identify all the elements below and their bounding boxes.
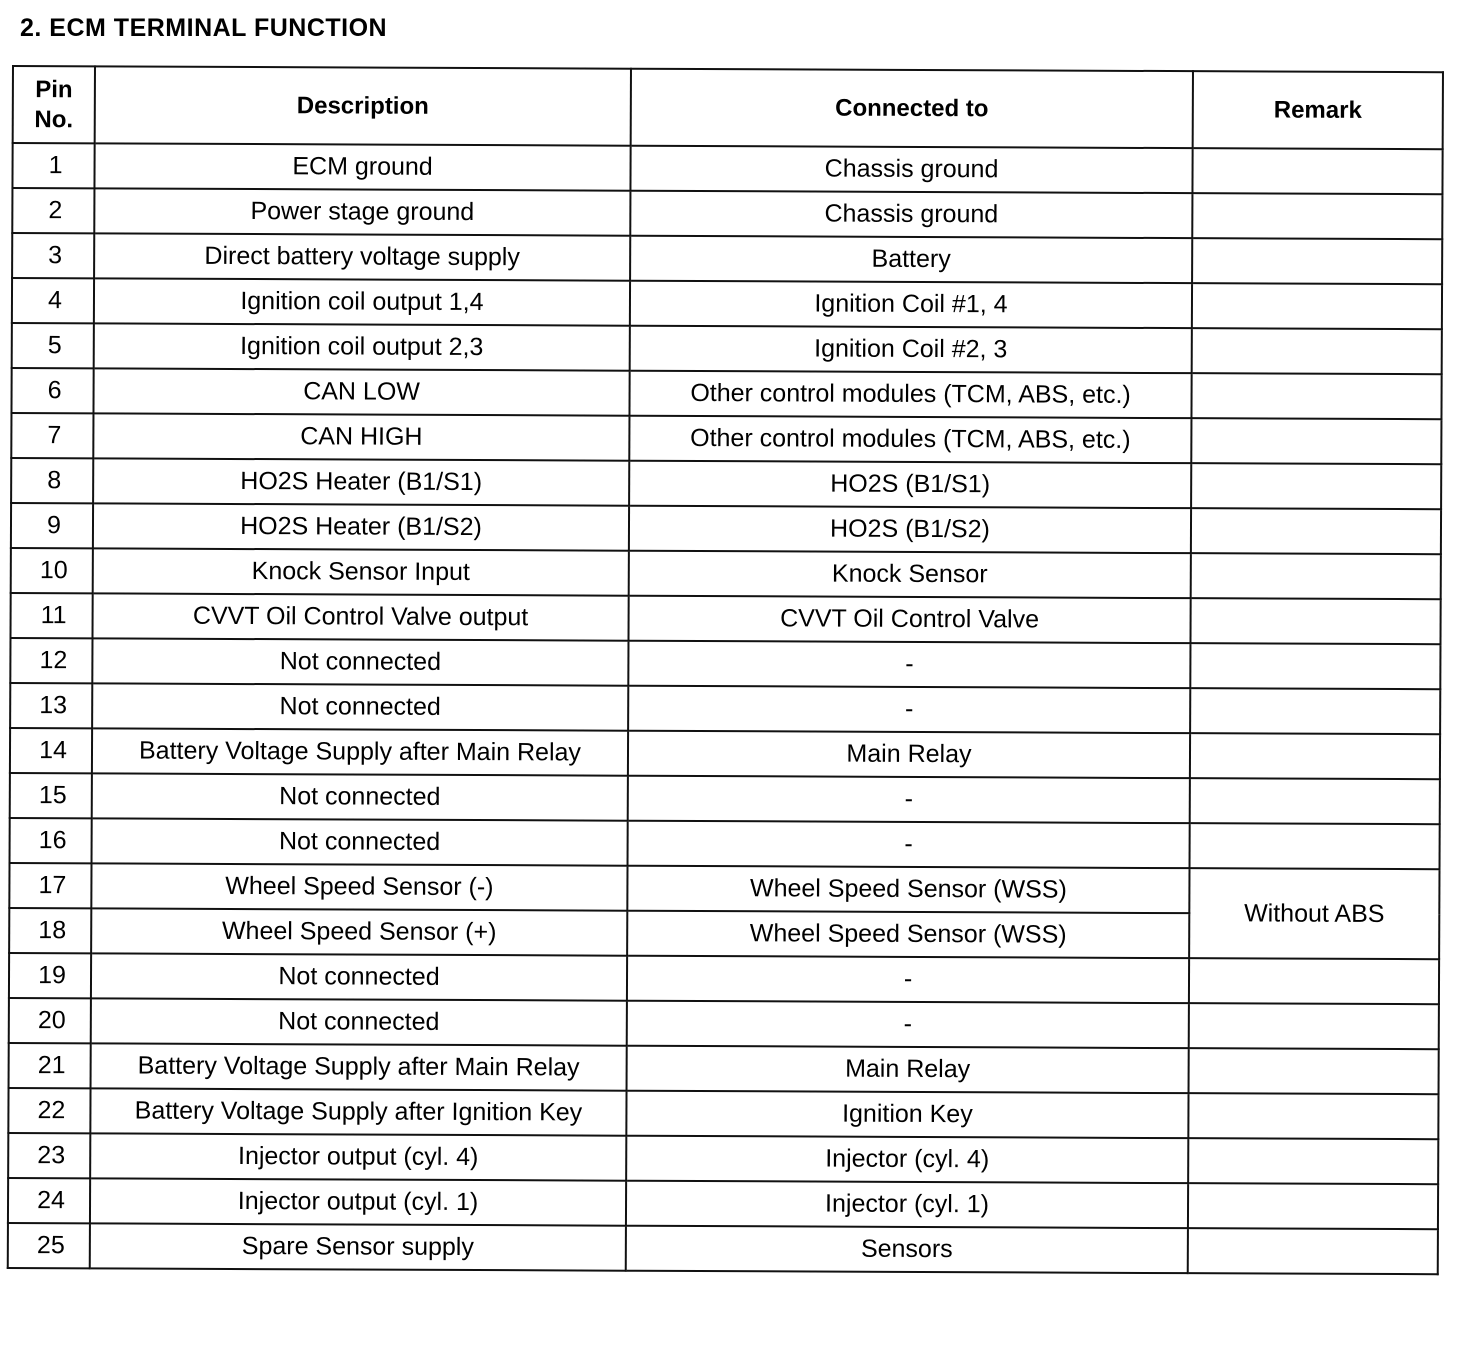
pin-number-cell: 16 bbox=[10, 818, 92, 863]
description-cell: CVVT Oil Control Valve output bbox=[92, 593, 628, 640]
remark-cell bbox=[1189, 1003, 1439, 1049]
table-row bbox=[12, 323, 1442, 374]
table-row bbox=[9, 1043, 1439, 1094]
description-cell: Battery Voltage Supply after Ignition Key bbox=[90, 1088, 626, 1135]
pin-number-cell: 19 bbox=[9, 953, 91, 998]
connected-to-cell: Other control modules (TCM, ABS, etc.) bbox=[629, 416, 1191, 463]
remark-cell bbox=[1188, 1228, 1438, 1274]
table-header-row bbox=[13, 66, 1443, 149]
pin-number-cell: 13 bbox=[10, 683, 92, 728]
pin-number-cell: 15 bbox=[10, 773, 92, 818]
connected-to-cell: - bbox=[628, 776, 1190, 823]
description-cell: Battery Voltage Supply after Main Relay bbox=[92, 728, 628, 775]
remark-cell bbox=[1189, 958, 1439, 1004]
connected-to-cell: Chassis ground bbox=[630, 146, 1192, 193]
table-row bbox=[9, 863, 1439, 914]
pin-number-cell: 1 bbox=[12, 143, 94, 188]
remark-cell bbox=[1191, 553, 1441, 599]
remark-cell bbox=[1192, 193, 1442, 239]
remark-cell bbox=[1191, 508, 1441, 554]
remark-cell bbox=[1192, 238, 1442, 284]
remark-cell bbox=[1188, 1138, 1438, 1184]
remark-cell bbox=[1192, 328, 1442, 374]
table-row bbox=[11, 548, 1441, 599]
ecm-terminal-table bbox=[7, 65, 1444, 1275]
remark-cell bbox=[1190, 778, 1440, 824]
table-row bbox=[9, 953, 1439, 1004]
pin-number-cell: 14 bbox=[10, 728, 92, 773]
description-cell: Knock Sensor Input bbox=[93, 548, 629, 595]
table-row bbox=[8, 1088, 1438, 1139]
description-cell: Ignition coil output 1,4 bbox=[94, 278, 630, 325]
pin-number-cell: 3 bbox=[12, 233, 94, 278]
table-row bbox=[12, 278, 1442, 329]
terminal-table-container bbox=[7, 65, 1442, 1275]
remark-cell bbox=[1188, 1183, 1438, 1229]
description-cell: ECM ground bbox=[94, 143, 630, 190]
remark-cell-without-abs: Without ABS bbox=[1189, 868, 1439, 959]
description-cell: Spare Sensor supply bbox=[90, 1223, 626, 1270]
connected-to-cell: - bbox=[627, 956, 1189, 1003]
description-cell: Not connected bbox=[92, 683, 628, 730]
remark-header: Remark bbox=[1193, 71, 1443, 149]
connected-to-cell: Main Relay bbox=[628, 731, 1190, 778]
pin-number-cell: 20 bbox=[9, 998, 91, 1043]
connected-to-cell: Chassis ground bbox=[630, 191, 1192, 238]
connected-to-cell: Battery bbox=[630, 236, 1192, 283]
connected-to-cell: Main Relay bbox=[627, 1046, 1189, 1093]
description-cell: CAN HIGH bbox=[93, 413, 629, 460]
pin-number-cell: 8 bbox=[11, 458, 93, 503]
description-cell: Not connected bbox=[92, 638, 628, 685]
table-row bbox=[12, 233, 1442, 284]
table-row bbox=[11, 503, 1441, 554]
table-row bbox=[10, 593, 1440, 644]
connected-to-cell: CVVT Oil Control Valve bbox=[628, 596, 1190, 643]
remark-cell bbox=[1191, 418, 1441, 464]
remark-cell bbox=[1192, 283, 1442, 329]
table-row bbox=[11, 368, 1441, 419]
connected-to-cell: Knock Sensor bbox=[629, 551, 1191, 598]
table-row bbox=[10, 818, 1440, 869]
connected-to-header: Connected to bbox=[631, 69, 1193, 148]
pin-no-header: Pin No. bbox=[13, 66, 95, 143]
pin-number-cell: 7 bbox=[11, 413, 93, 458]
description-cell: Injector output (cyl. 4) bbox=[90, 1133, 626, 1180]
pin-number-cell: 24 bbox=[8, 1178, 90, 1223]
pin-number-cell: 25 bbox=[8, 1223, 90, 1268]
table-row bbox=[10, 638, 1440, 689]
table-row bbox=[10, 728, 1440, 779]
table-row bbox=[10, 773, 1440, 824]
description-cell: Not connected bbox=[92, 773, 628, 820]
connected-to-cell: Ignition Coil #1, 4 bbox=[630, 281, 1192, 328]
description-cell: Wheel Speed Sensor (+) bbox=[91, 908, 627, 955]
table-row bbox=[11, 413, 1441, 464]
table-row bbox=[9, 998, 1439, 1049]
table-row bbox=[12, 143, 1442, 194]
pin-number-cell: 22 bbox=[8, 1088, 90, 1133]
remark-cell bbox=[1190, 823, 1440, 869]
description-cell: Not connected bbox=[92, 818, 628, 865]
pin-number-cell: 21 bbox=[9, 1043, 91, 1088]
pin-number-cell: 5 bbox=[12, 323, 94, 368]
description-cell: Injector output (cyl. 1) bbox=[90, 1178, 626, 1225]
remark-cell bbox=[1191, 463, 1441, 509]
connected-to-cell: Wheel Speed Sensor (WSS) bbox=[627, 866, 1189, 913]
description-cell: Not connected bbox=[91, 998, 627, 1045]
remark-cell bbox=[1189, 1048, 1439, 1094]
pin-number-cell: 9 bbox=[11, 503, 93, 548]
table-body bbox=[8, 143, 1443, 1274]
remark-cell bbox=[1190, 733, 1440, 779]
pin-number-cell: 12 bbox=[10, 638, 92, 683]
description-cell: Ignition coil output 2,3 bbox=[94, 323, 630, 370]
description-cell: Power stage ground bbox=[94, 188, 630, 235]
description-cell: HO2S Heater (B1/S2) bbox=[93, 503, 629, 550]
table-row bbox=[8, 1133, 1438, 1184]
description-header: Description bbox=[95, 66, 631, 145]
connected-to-cell: Wheel Speed Sensor (WSS) bbox=[627, 911, 1189, 958]
section-title: 2. ECM TERMINAL FUNCTION bbox=[20, 14, 388, 42]
description-cell: Wheel Speed Sensor (-) bbox=[91, 863, 627, 910]
description-cell: CAN LOW bbox=[93, 368, 629, 415]
remark-cell bbox=[1190, 643, 1440, 689]
connected-to-cell: Ignition Key bbox=[626, 1091, 1188, 1138]
pin-number-cell: 11 bbox=[10, 593, 92, 638]
remark-cell bbox=[1188, 1093, 1438, 1139]
connected-to-cell: HO2S (B1/S2) bbox=[629, 506, 1191, 553]
pin-number-cell: 4 bbox=[12, 278, 94, 323]
description-cell: Direct battery voltage supply bbox=[94, 233, 630, 280]
remark-cell bbox=[1190, 598, 1440, 644]
connected-to-cell: Ignition Coil #2, 3 bbox=[630, 326, 1192, 373]
table-row bbox=[8, 1178, 1438, 1229]
table-row bbox=[8, 1223, 1438, 1274]
pin-number-cell: 18 bbox=[9, 908, 91, 953]
description-cell: HO2S Heater (B1/S1) bbox=[93, 458, 629, 505]
remark-cell bbox=[1191, 373, 1441, 419]
remark-cell bbox=[1190, 688, 1440, 734]
connected-to-cell: Other control modules (TCM, ABS, etc.) bbox=[629, 371, 1191, 418]
description-cell: Battery Voltage Supply after Main Relay bbox=[91, 1043, 627, 1090]
connected-to-cell: - bbox=[628, 686, 1190, 733]
connected-to-cell: - bbox=[628, 821, 1190, 868]
pin-number-cell: 10 bbox=[11, 548, 93, 593]
connected-to-cell: - bbox=[628, 641, 1190, 688]
table-row bbox=[12, 188, 1442, 239]
remark-cell bbox=[1192, 148, 1442, 194]
connected-to-cell: HO2S (B1/S1) bbox=[629, 461, 1191, 508]
description-cell: Not connected bbox=[91, 953, 627, 1000]
connected-to-cell: - bbox=[627, 1001, 1189, 1048]
table-row bbox=[10, 683, 1440, 734]
pin-number-cell: 6 bbox=[11, 368, 93, 413]
pin-number-cell: 23 bbox=[8, 1133, 90, 1178]
table-row bbox=[11, 458, 1441, 509]
connected-to-cell: Injector (cyl. 1) bbox=[626, 1181, 1188, 1228]
connected-to-cell: Injector (cyl. 4) bbox=[626, 1136, 1188, 1183]
connected-to-cell: Sensors bbox=[626, 1226, 1188, 1273]
pin-number-cell: 2 bbox=[12, 188, 94, 233]
pin-number-cell: 17 bbox=[9, 863, 91, 908]
